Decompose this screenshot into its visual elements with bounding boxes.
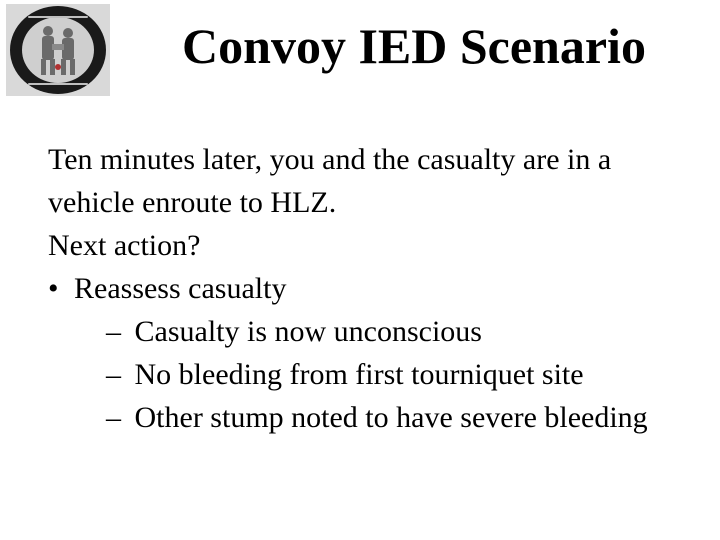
sub-marker: – <box>106 315 121 348</box>
slide-title: Convoy IED Scenario <box>182 18 646 74</box>
bullet-text: Reassess casualty <box>74 272 287 305</box>
body-line-3: Next action? <box>48 229 201 262</box>
sub-text: No bleeding from first tourniquet site <box>134 358 584 391</box>
sub-text: Other stump noted to have severe bleeding <box>134 401 648 434</box>
bullet-marker: • <box>48 272 59 305</box>
sub-item-1 <box>48 310 700 353</box>
body-line-2: vehicle enroute to HLZ. <box>48 186 337 219</box>
sub-item-3 <box>48 396 700 439</box>
tccc-logo <box>6 4 110 96</box>
body-line-1: Ten minutes later, you and the casualty are in a <box>48 143 612 176</box>
slide-body <box>48 138 700 439</box>
sub-item-2 <box>48 353 700 396</box>
sub-marker: – <box>106 358 121 391</box>
sub-text: Casualty is now unconscious <box>134 315 482 348</box>
bullet-item <box>48 267 700 310</box>
sub-marker: – <box>106 401 121 434</box>
